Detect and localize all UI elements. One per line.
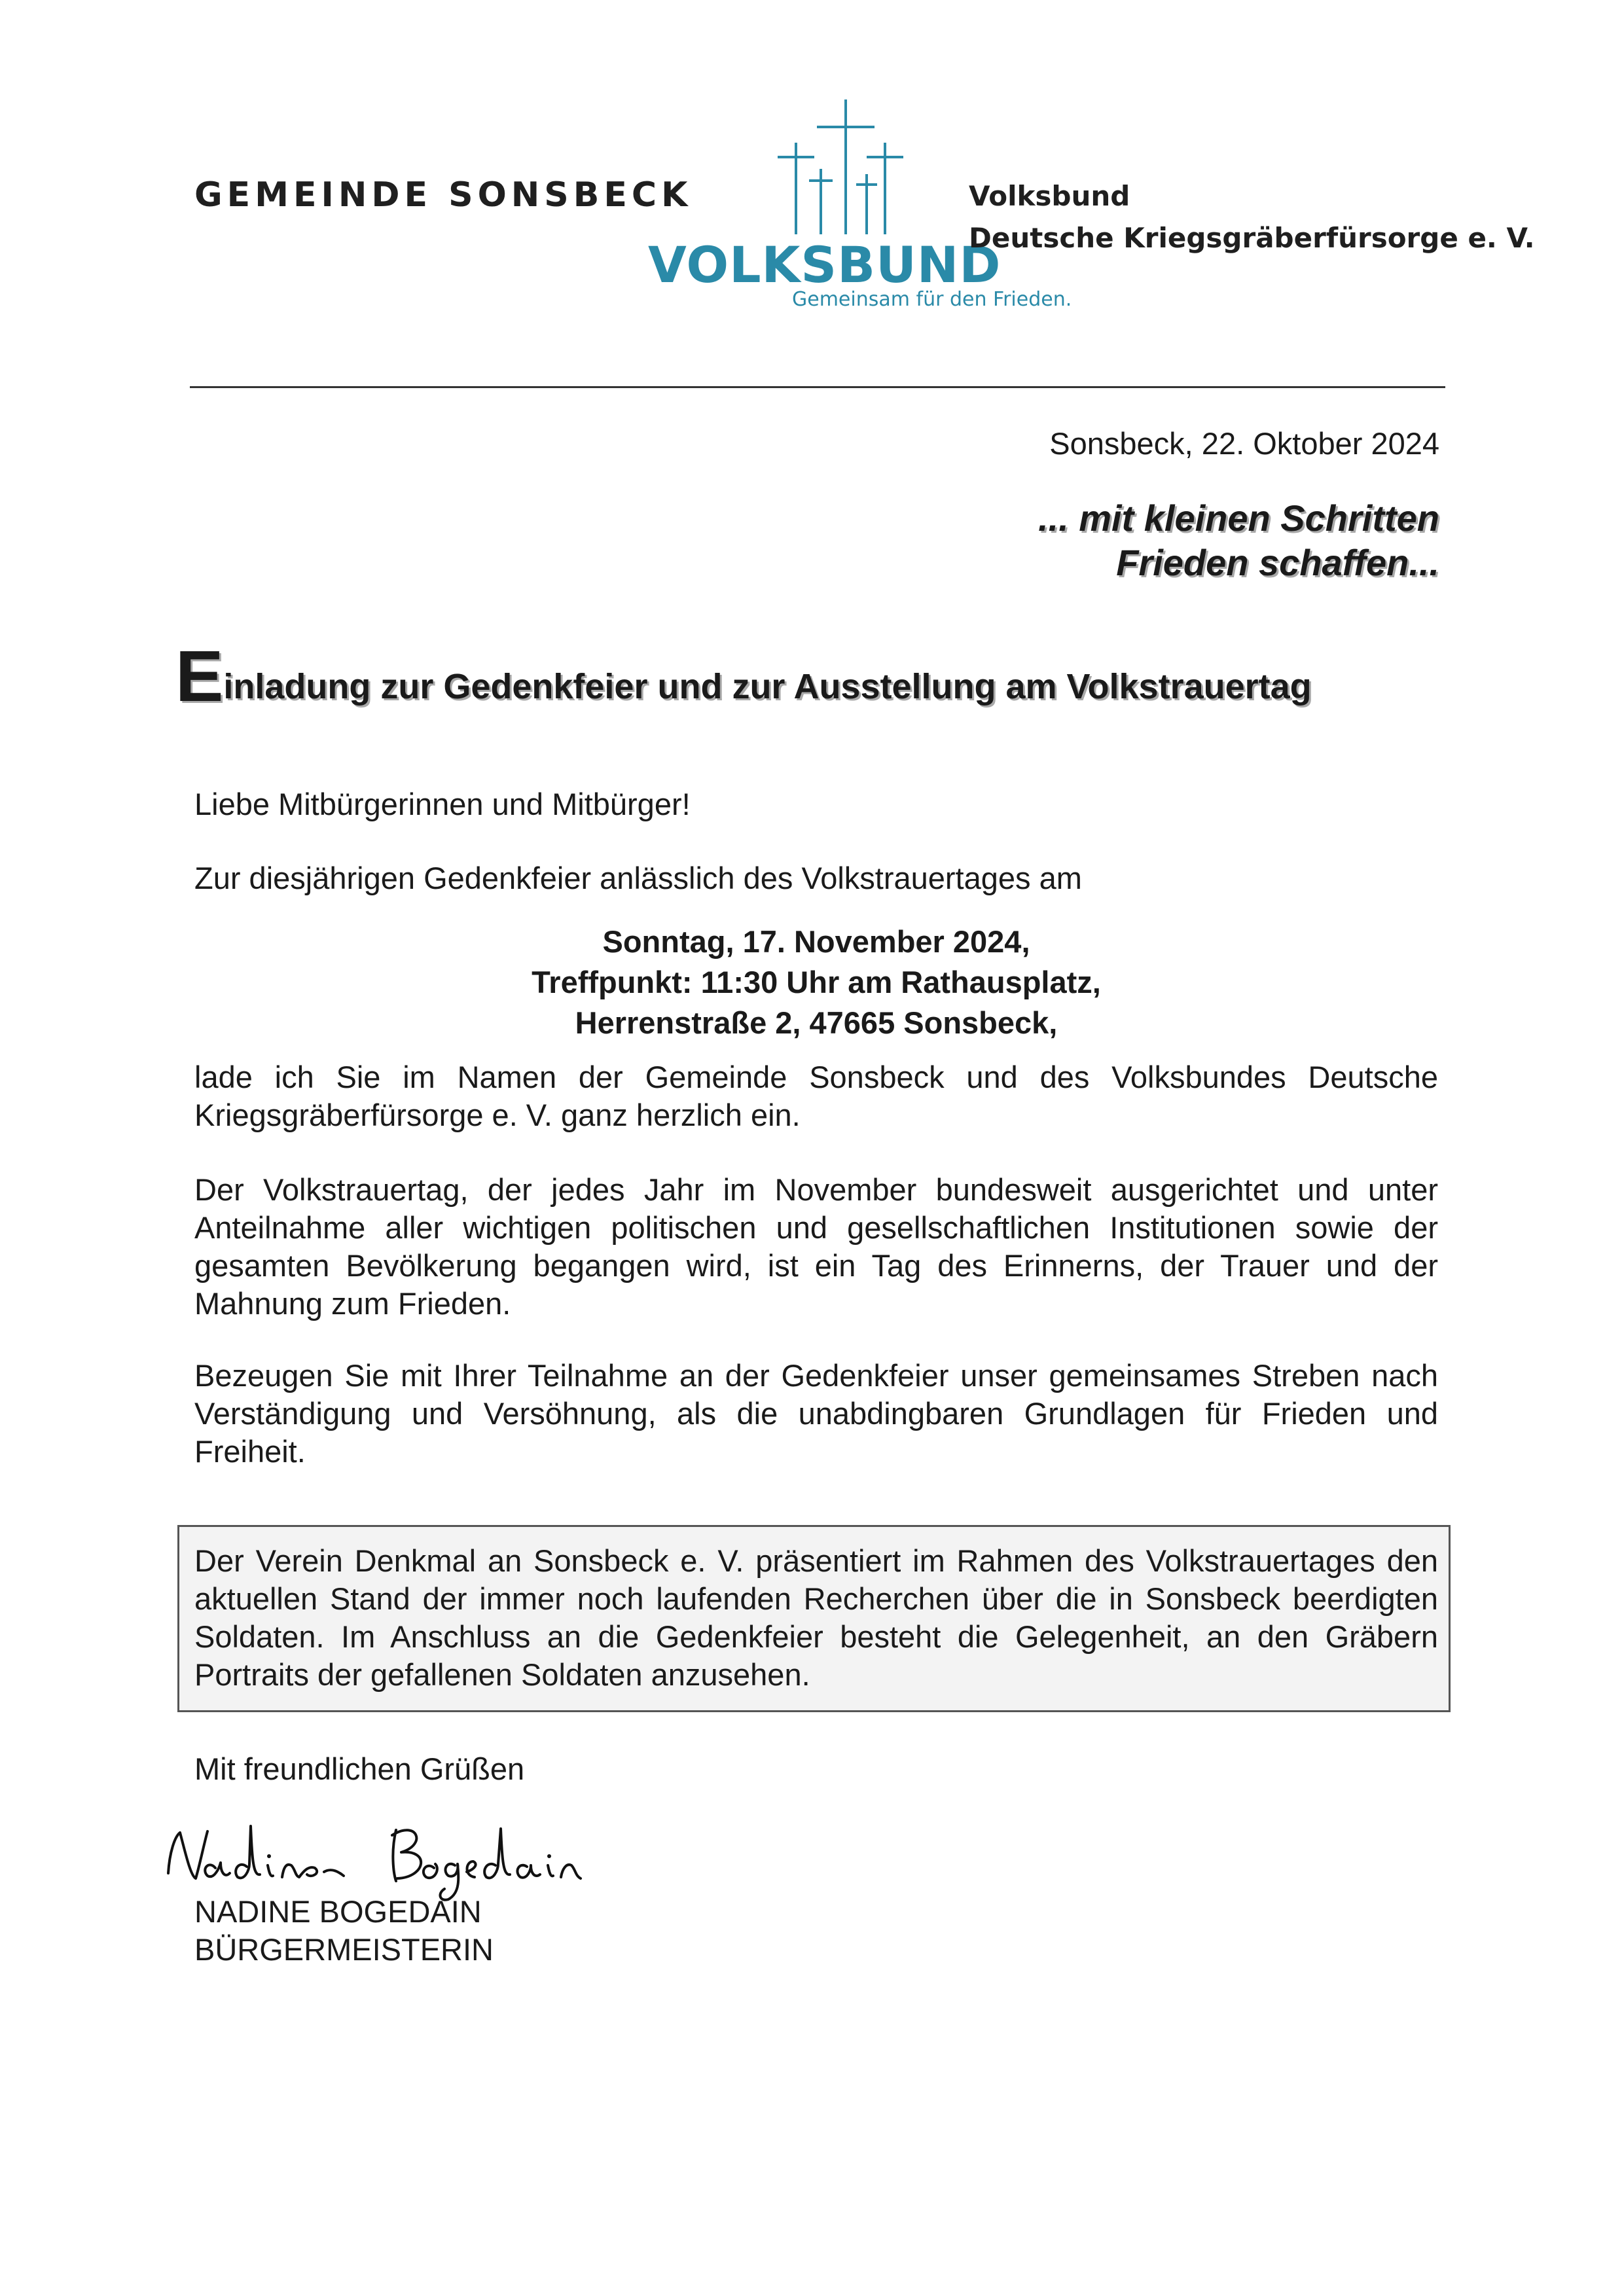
event-details (194, 922, 1438, 1043)
organization-name (969, 175, 1535, 259)
signer-name: NADINE BOGEDAIN (194, 1894, 482, 1929)
invitation-paragraph: lade ich Sie im Namen der Gemeinde Sonsbeck und des Volksbundes Deutsche Kriegsgräberfürsorge e. V. ganz herzlich ein. (194, 1060, 1438, 1132)
heading-initial: E (175, 636, 224, 717)
event-meeting-point: Treffpunkt: 11:30 Uhr am Rathausplatz, (532, 965, 1101, 999)
closing: Mit freundlichen Grüßen (194, 1751, 525, 1786)
signer-block (194, 1893, 494, 1969)
letter-date: Sonsbeck, 22. Oktober 2024 (1049, 426, 1439, 461)
slogan-line-2: Frieden schaffen... (1116, 542, 1439, 583)
organization-line-1: Volksbund (969, 180, 1130, 212)
intro-paragraph: Zur diesjährigen Gedenkfeier anlässlich des Volkstrauertages am (194, 861, 1082, 895)
event-date: Sonntag, 17. November 2024, (602, 924, 1030, 959)
signer-title: BÜRGERMEISTERIN (194, 1932, 494, 1967)
logo-wordmark: VOLKSBUND (648, 236, 1001, 294)
slogan (1038, 496, 1439, 585)
volkstrauertag-paragraph: Der Volkstrauertag, der jedes Jahr im November bundesweit ausgerichtet und unter Anteilnahme aller wichtigen politischen und gesellschaftlichen Institutionen sowie der gesamten Bevölkerung begangen wird, ist ein Tag des Erinnerns, der Trauer und der Mahnung zum Frieden. (194, 1172, 1438, 1321)
heading-text: inladung zur Gedenkfeier und zur Ausstellung am Volkstrauertag (223, 667, 1312, 706)
exhibition-notice-text: Der Verein Denkmal an Sonsbeck e. V. präsentiert im Rahmen des Volkstrauertages den aktuellen Stand der immer noch laufenden Recherchen über die in Sonsbeck beerdigten Soldaten. Im Anschluss an die Gedenkfeier besteht die Gelegenheit, an den Gräbern Portraits der gefallenen Soldaten anzusehen. (194, 1543, 1438, 1692)
bezeugen-paragraph: Bezeugen Sie mit Ihrer Teilnahme an der Gedenkfeier unser gemeinsames Streben nach Verständigung und Versöhnung, als die unabdingbaren Grundlagen für Frieden und Freiheit. (194, 1358, 1438, 1469)
organization-line-2: Deutsche Kriegsgräberfürsorge e. V. (969, 222, 1535, 254)
letter-heading (175, 635, 1312, 718)
event-address: Herrenstraße 2, 47665 Sonsbeck, (575, 1005, 1058, 1040)
municipality-name: GEMEINDE SONSBECK (194, 175, 693, 215)
logo-tagline: Gemeinsam für den Frieden. (792, 288, 1072, 311)
slogan-line-1: ... mit kleinen Schritten (1038, 497, 1439, 539)
salutation: Liebe Mitbürgerinnen und Mitbürger! (194, 787, 691, 821)
header-divider (190, 386, 1445, 388)
